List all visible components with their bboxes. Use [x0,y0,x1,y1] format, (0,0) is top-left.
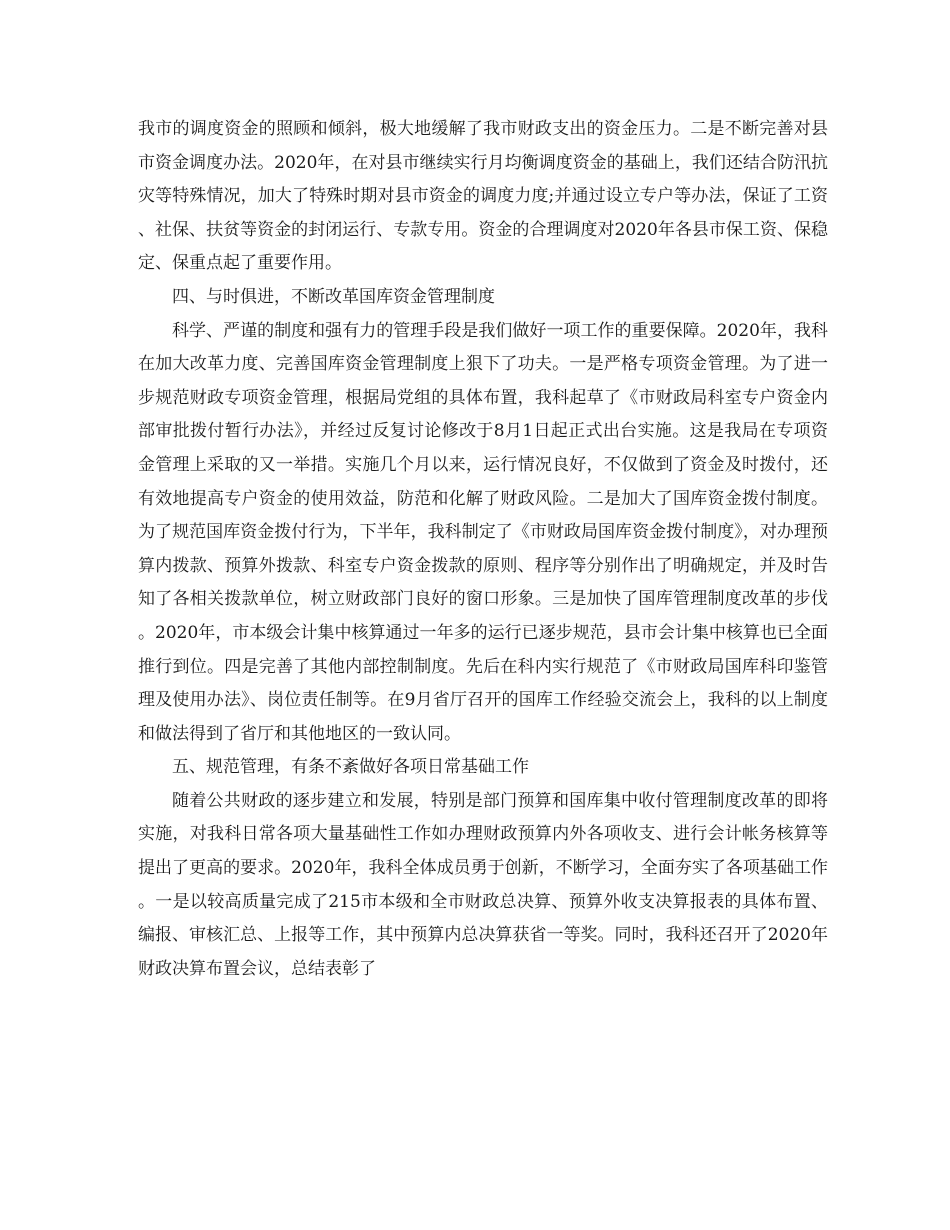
paragraph-daily-work: 随着公共财政的逐步建立和发展，特别是部门预算和国库集中收付管理制度改革的即将实施，对我科日常各项大量基础性工作如办理财政预算内外各项收支、进行会计帐务核算等提出了更高的要求。2020年，我科全体成员勇于创新，不断学习，全面夯实了各项基础工作。一是以较高质量完成了215市本级和全市财政总决算、预算外收支决算报表的具体布置、编报、审核汇总、上报等工作，其中预算内总决算获省一等奖。同时，我科还召开了2020年财政决算布置会议，总结表彰了 [138,790,828,979]
section-heading-four: 四、与时俱进，不断改革国库资金管理制度 [172,286,495,307]
document-body [138,113,828,986]
paragraph-system-reform: 科学、严谨的制度和强有力的管理手段是我们做好一项工作的重要保障。2020年，我科在加大改革力度、完善国库资金管理制度上狠下了功夫。一是严格专项资金管理。为了进一步规范财政专项资金管理，根据局党组的具体布置，我科起草了《市财政局科室专户资金内部审批拨付暂行办法》，并经过反复讨论修改于8月1日起正式出台实施。这是我局在专项资金管理上采取的又一举措。实施几个月以来，运行情况良好，不仅做到了资金及时拨付，还有效地提高专户资金的使用效益，防范和化解了财政风险。二是加大了国库资金拨付制度。为了规范国库资金拨付行为，下半年，我科制定了《市财政局国库资金拨付制度》，对办理预算内拨款、预算外拨款、科室专户资金拨款的原则、程序等分别作出了明确规定，并及时告知了各相关拨款单位，树立财政部门良好的窗口形象。三是加快了国库管理制度改革的步伐。2020年，市本级会计集中核算通过一年多的运行已逐步规范，县市会计集中核算也已全面推行到位。四是完善了其他内部控制制度。先后在科内实行规范了《市财政局国库科印鉴管理及使用办法》、岗位责任制等。在9月省厅召开的国库工作经验交流会上，我科的以上制度和做法得到了省厅和其他地区的一致认同。 [138,320,828,744]
section-heading-five: 五、规范管理，有条不紊做好各项日常基础工作 [172,757,529,778]
paragraph-continuation: 我市的调度资金的照顾和倾斜，极大地缓解了我市财政支出的资金压力。二是不断完善对县市资金调度办法。2020年，在对县市继续实行月均衡调度资金的基础上，我们还结合防汛抗灾等特殊情况，加大了特殊时期对县市资金的调度力度;并通过设立专户等办法，保证了工资、社保、扶贫等资金的封闭运行、专款专用。资金的合理调度对2020年各县市保工资、保稳定、保重点起了重要作用。 [138,119,828,274]
